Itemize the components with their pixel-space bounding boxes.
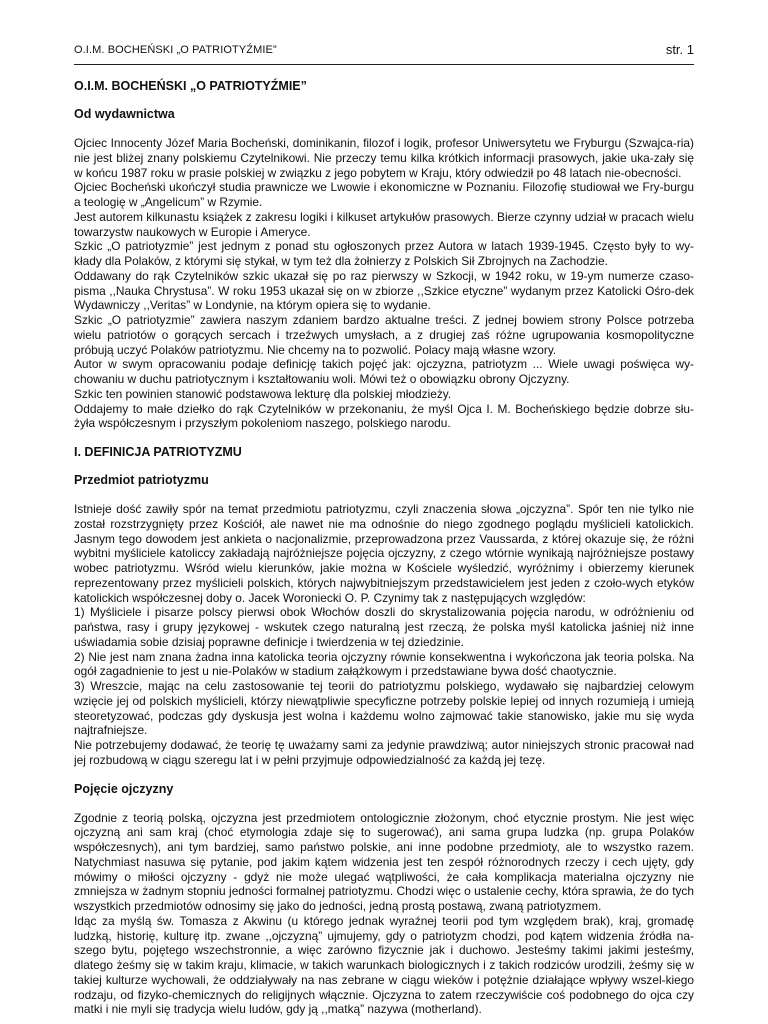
concept-section — [74, 811, 694, 1018]
section-heading: I. DEFINICJA PATRIOTYZMU — [74, 445, 242, 459]
subject-paragraph: 1) Myśliciele i pisarze polscy pierwsi obok Włochów doszli do skrystalizowania pojęcia narodu, w odróżnieniu od państwa, rasy i grupy językowej - wskutek czego naturalną jest rzeczą, że polska myśl katolicka jaśniej niż inne uświadamia sobie dzisiaj poprawne definicje i twierdzenia w tej dziedzinie. — [74, 605, 694, 649]
subject-paragraph: 3) Wreszcie, mając na celu zastosowanie tej teorii do patriotyzmu polskiego, wydawało się najbardziej celowym wzięcie jej od polskich myślicieli, którzy niewątpliwie specyficzne potrzeby polskie lepiej od innych rozumieją i umieją steoretyzować, podczas gdy dyskusja jest wolna i każdemu wolno zajmować takie stanowisko, jakie mu się wyda najtrafniejsze. — [74, 679, 694, 738]
concept-paragraph: Zgodnie z teorią polską, ojczyzna jest przedmiotem ontologicznie złożonym, choć etycznie prostym. Nie jest więc ojczyzną ani sam kraj (choć etymologia zdaje się to sugerować), ani sama grupa ludzka (np. grupa Polaków współczesnych), ani tym bardziej, samo państwo polskie, ani inne podobne przedmioty, ale to wszystko razem. Natychmiast nasuwa się pytanie, pod jakim kątem widzenia jest ten zespół różnorodnych rzeczy i cech ujęty, gdy mówimy o miłości ojczyzny - gdyż nie może ulegać wątpliwości, że cała komplikacja materialna ojczyzny nie zmniejsza w żadnym stopniu jedności formalnej patriotyzmu. Chodzi więc o ustalenie cechy, która sprawia, że do tych wszystkich przedmiotów odnosimy się jako do jedności, jedną prostą postawą, zwaną patriotyzmem. — [74, 810, 694, 913]
publisher-paragraph: Autor w swym opracowaniu podaje definicję takich pojęć jak: ojczyzna, patriotyzm ... Wiele uwagi poświęca wy-chowaniu w duchu patriotycznym i kształtowaniu woli. Mówi też o obowiązku obrony Ojczyzny. — [74, 357, 694, 386]
publisher-paragraph: Oddajemy to małe dziełko do rąk Czytelników w przekonaniu, że myśl Ojca I. M. Bocheńskiego będzie dobrze słu-żyła współczesnym i przyszłym pokoleniom naszego, polskiego narodu. — [74, 401, 694, 431]
publisher-paragraph: Jest autorem kilkunastu książek z zakresu logiki i kilkuset artykułów prasowych. Bierze czynny udział w pracach wielu towarzystw naukowych w Europie i Ameryce. — [74, 209, 694, 239]
document-title: O.I.M. BOCHEŃSKI „O PATRIOTYŹMIE” — [74, 79, 307, 93]
running-title: O.I.M. BOCHEŃSKI „O PATRIOTYŹMIE” — [74, 44, 277, 56]
subject-section — [74, 502, 694, 768]
publisher-paragraph: Szkic „O patriotyzmie” zawiera naszym zdaniem bardzo aktualne treści. Z jednej bowiem strony Polsce potrzeba wielu patriotów o gorących sercach i trzeźwych umysłach, a z drugiej zaś różne ugrupowania kosmopolityczne próbują uczyć Polaków patriotyzmu. Nie chcemy na to pozwolić. Polacy mają własne wzory. — [74, 313, 694, 357]
concept-heading: Pojęcie ojczyzny — [74, 781, 174, 796]
concept-paragraph: Idąc za myślą św. Tomasza z Akwinu (u którego jednak wyraźnej teorii pod tym względem brak), kraj, gromadę ludzką, historię, kulturę itp. zwane ,,ojczyzną” ujmujemy, gdy o patriotyzm chodzi, pod kątem widzenia źródła na-szego bytu, pojętego wszechstronnie, a więc zarówno fizycznie jak i duchowo. Jesteśmy takimi jakimi jesteśmy, dlatego żeśmy się w takim kraju, klimacie, w takich warunkach biologicznych i z takich rodziców urodzili, żeśmy się w takiej kulturze wychowali, że oddziaływały na nas zebrane w ciągu wieków i potężnie działające wpływy wszel-kiego rodzaju, od fizyko-chemicznych do religijnych włącznie. Ojczyzna to zatem rzeczywiście coś podobnego do ojca czy matki i nie myli się tradycja wielu ludów, gdy ją ,,matką” nazywa (motherland). — [74, 913, 694, 1017]
publisher-note — [74, 136, 694, 431]
publisher-paragraph: Oddawany do rąk Czytelników szkic ukazał się po raz pierwszy w Szkocji, w 1942 roku, w 19-ym numerze czaso-pisma ,,Nauka Chrystusa”. W roku 1953 ukazał się on w zbiorze ,,Szkice etyczne” wydanym przez Katolicki Ośro-dek Wydawniczy ,,Veritas” w Londynie, na którym opiera się to wydanie. — [74, 268, 694, 313]
subject-heading: Przedmiot patriotyzmu — [74, 473, 209, 487]
subject-paragraph: Istnieje dość zawiły spór na temat przedmiotu patriotyzmu, czyli znaczenia słowa „ojczyzna”. Spór ten nie tylko nie został rozstrzygnięty przez Kościół, ale nawet nie ma odnośnie do niego zgodnego poglądu myślicieli katolickich. Jasnym tego dowodem jest ankieta o nacjonalizmie, przeprowadzona przez Vaussarda, z której okazuje się, że różni wybitni myśliciele katoliccy zakładają najróżniejsze pojęcia ojczyzny, z czego wtórnie wynikają najróżniejsze postawy wobec patriotyzmu. Wśród wielu kierunków, jakie można w Kościele wyśledzić, wyróżnimy i obierzemy kierunek reprezentowany przez myślicieli polskich, których najwybitniejszym przedstawicielem jest jeden z czoło-wych etyków katolickich współczesnej doby o. Jacek Woroniecki O. P. Czynimy tak z następujących względów: — [74, 502, 694, 605]
publisher-paragraph: Szkic ten powinien stanowić podstawowa lekturę dla polskiej młodzieży. — [74, 386, 452, 401]
publisher-paragraph: Ojciec Innocenty Józef Maria Bocheński, dominikanin, filozof i logik, profesor Uniwersytetu we Fryburgu (Szwajca-ria) nie jest bliżej znany polskiemu Czytelnikowi. Nie przeczy temu kilka krótkich informacji prasowych, jakie uka-zały się w końcu 1987 roku w prasie polskiej w związku z jego pobytem w Kraju, który odwiedził po 48 latach nie-obecności. — [74, 136, 694, 180]
running-header — [74, 38, 694, 65]
publisher-paragraph: Szkic „O patriotyzmie” jest jednym z ponad stu ogłoszonych przez Autora w latach 1939-1945. Często były to wy-kłady dla Polaków, z którymi się stykał, w tym też dla żołnierzy z Polskich Sił Zbrojnych na Zachodzie. — [74, 239, 694, 268]
subject-paragraph: Nie potrzebujemy dodawać, że teorię tę uważamy sami za jedynie prawdziwą; autor niniejszych stronic pracował nad jej rozbudową w ciągu szeregu lat i w pełni przyjmuje odpowiedzialność za każdą jej tezę. — [74, 738, 694, 767]
publisher-heading: Od wydawnictwa — [74, 107, 175, 121]
document-body — [74, 70, 694, 1017]
page-number: str. 1 — [665, 42, 694, 57]
subject-paragraph: 2) Nie jest nam znana żadna inna katolicka teoria ojczyzny równie konsekwentna i wykończona jak teoria polska. Na ogół zagadnienie to jest u nie-Polaków w stadium załążkowym i przedstawiane bywa dość chaotycznie. — [74, 649, 694, 679]
publisher-paragraph: Ojciec Bocheński ukończył studia prawnicze we Lwowie i ekonomiczne w Poznaniu. Filozofię studiował we Fry-burgu a teologię w „Angelicum” w Rzymie. — [74, 180, 694, 209]
